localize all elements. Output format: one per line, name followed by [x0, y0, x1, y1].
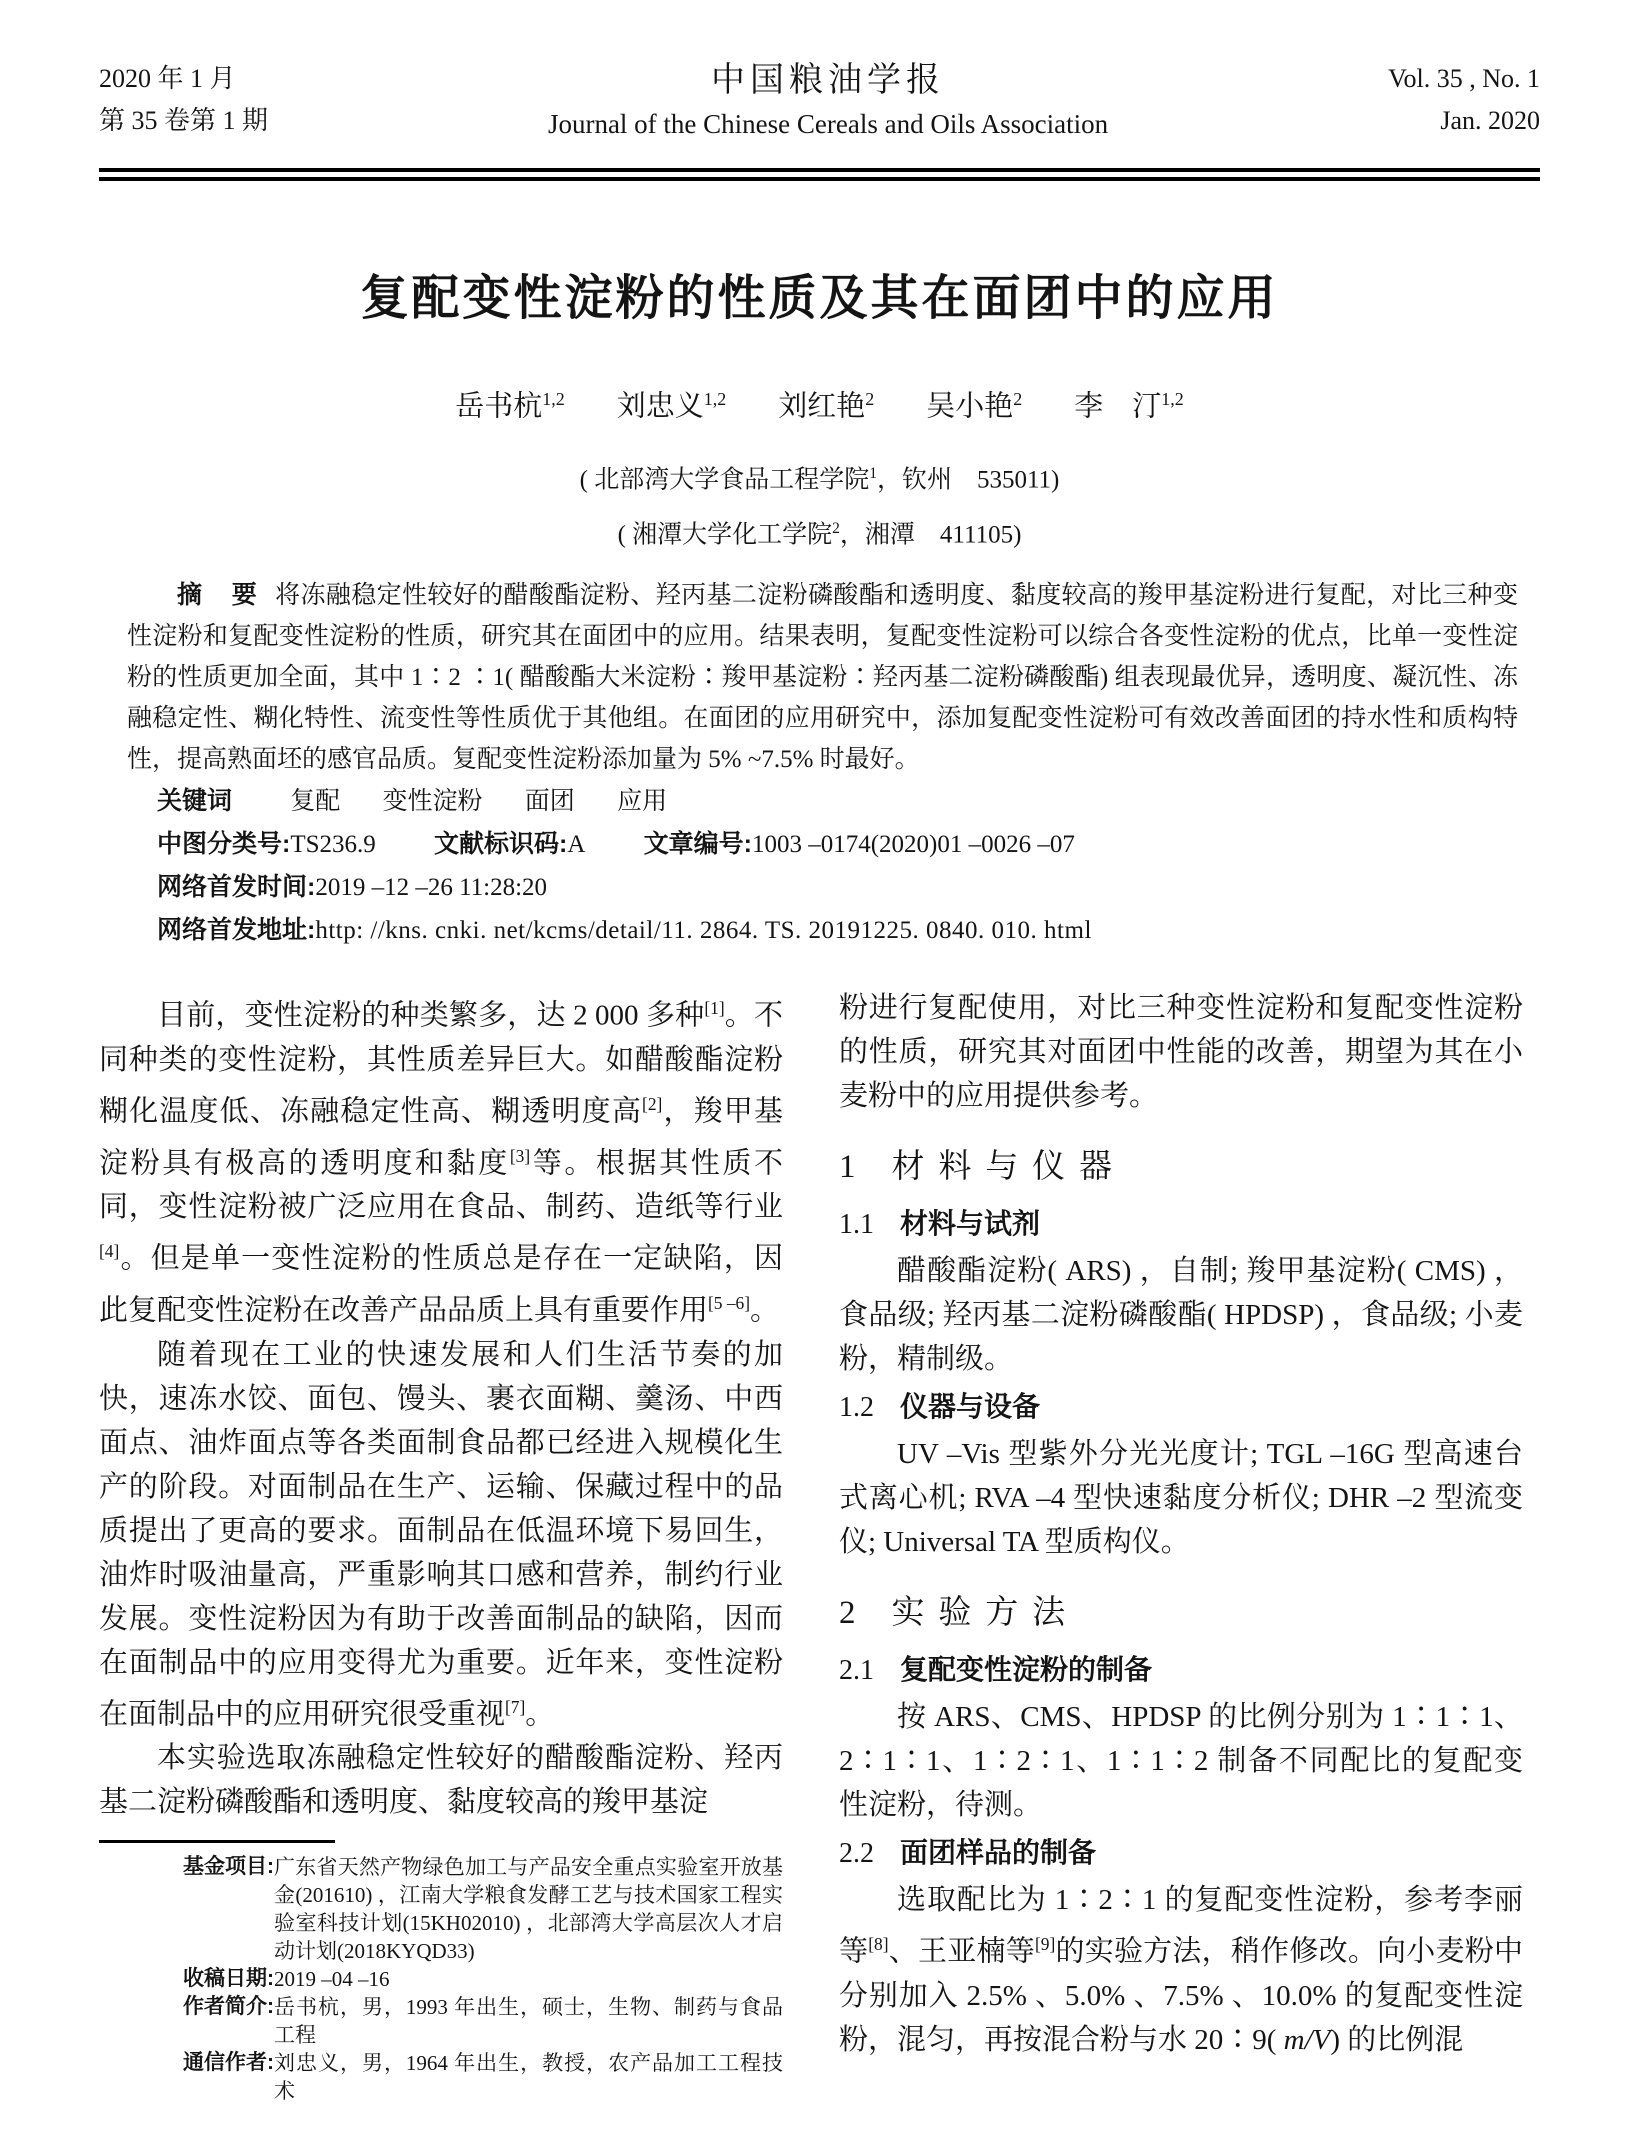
footnote-rule: [99, 1840, 335, 1843]
body-text: UV –Vis 型紫外分光光度计; TGL –16G 型高速台式离心机; RVA –4 型快速黏度分析仪; DHR –2 型流变仪; Universal TA 型质构仪。: [839, 1438, 1523, 1559]
meta-block: [99, 780, 1540, 952]
doc-code-label: 文献标识码:: [434, 830, 568, 859]
fund-row: [183, 1853, 783, 1965]
body-text: 醋酸酯淀粉( ARS) ，自制; 羧甲基淀粉( CMS) ，食品级; 羟丙基二淀粉磷酸酯( HPDSP) ，食品级; 小麦粉，精制级。: [839, 1255, 1523, 1376]
section-2-2-heading: [839, 1831, 1523, 1876]
citation-ref: [5 –6]: [708, 1292, 751, 1313]
abstract-text: 将冻融稳定性较好的醋酸酯淀粉、羟丙基二淀粉磷酸酯和透明度、黏度较高的羧甲基淀粉进行复配，对比三种变性淀粉和复配变性淀粉的性质，研究其在面团中的应用。结果表明，复配变性淀粉可以综合各变性淀粉的优点，比单一变性淀粉的性质更加全面，其中 1∶2 ∶1( 醋酸酯大米淀粉∶羧甲基淀粉∶羟丙基二淀粉磷酸酯) 组表现最优异，透明度、凝沉性、冻融稳定性、糊化特性、流变性等性质优于其他组。在面团的应用研究中，添加复配变性淀粉可有效改善面团的持水性和质构特性，提高熟面坯的感官品质。复配变性淀粉添加量为 5% ~7.5% 时最好。: [127, 582, 1518, 774]
rule-top: [99, 168, 1540, 172]
body-text: 的实验方法，稍作修改。向小麦粉中分别加入 2.5% 、5.0% 、7.5% 、10.0% 的复配变性淀粉，混匀，再按混合粉与水 20∶9(: [839, 1935, 1523, 2056]
body-text: 等。根据其性质不同，变性淀粉被广泛应用在食品、制药、造纸等行业: [99, 1147, 783, 1224]
body-text: 本实验选取冻融稳定性较好的醋酸酯淀粉、羟丙基二淀粉磷酸酯和透明度、黏度较高的羧甲基淀: [99, 1742, 783, 1819]
keyword: 应用: [617, 788, 668, 816]
citation-ref: [9]: [1034, 1934, 1056, 1955]
received-text: 2019 –04 –16: [274, 1967, 390, 1992]
section-number: 1.1: [839, 1209, 874, 1241]
section-number: 2: [839, 1595, 856, 1632]
author-name: 刘忠义: [616, 390, 704, 423]
rule-bottom: [99, 177, 1540, 181]
affil-text: ，湘潭 411105): [839, 521, 1022, 549]
corresponding-author-text: 刘忠义，男，1964 年出生，教授，农产品加工工程技术: [274, 2051, 783, 2104]
author-affil-sup: 1,2: [703, 389, 727, 409]
intro-paragraph-continued: [839, 986, 1523, 1118]
author-bio-text: 岳书杭，男，1993 年出生，硕士，生物、制药与食品工程: [274, 1995, 783, 2048]
affiliations: [99, 449, 1540, 560]
body-text: 。但是单一变性淀粉的性质总是存在一定缺陷，因此复配变性淀粉在改善产品品质上具有重要作用: [99, 1242, 783, 1327]
section-number: 2.2: [839, 1838, 874, 1870]
affiliation-1: [99, 449, 1540, 504]
right-column: [839, 986, 1523, 2105]
author: [926, 379, 1022, 427]
affil-text: ( 北部湾大学食品工程学院: [579, 465, 870, 493]
citation-ref: [4]: [99, 1241, 120, 1262]
left-column: [99, 986, 783, 2105]
online-url-row: [157, 909, 1540, 952]
online-url-value[interactable]: http: //kns. cnki. net/kcms/detail/11. 2864. TS. 20191225. 0840. 010. html: [315, 917, 1092, 945]
received-label: 收稿日期:: [183, 1967, 274, 1991]
journal-date-issue: [99, 58, 268, 142]
author-bio-row: [183, 1993, 783, 2049]
section-title: 面团样品的制备: [900, 1837, 1097, 1869]
body-text: ，羧甲基淀粉具有极高的透明度和黏度: [99, 1095, 783, 1180]
journal-name-cn: 中国粮油学报: [711, 62, 946, 99]
journal-header: [99, 58, 1540, 144]
journal-vol-en: Vol. 35 , No. 1: [1388, 64, 1540, 93]
classification-row: [157, 823, 1540, 866]
section-title: 材料与仪器: [891, 1149, 1126, 1186]
section-title: 实验方法: [891, 1595, 1079, 1632]
footnote-block: [99, 1853, 783, 2105]
online-time-row: [157, 866, 1540, 909]
section-title: 材料与试剂: [900, 1208, 1041, 1240]
body-text: 按 ARS、CMS、HPDSP 的比例分别为 1∶1∶1、2∶1∶1、1∶2∶1、1∶1∶2 制备不同配比的复配变性淀粉，待测。: [839, 1701, 1523, 1822]
keywords-label: 关键词: [157, 787, 233, 816]
section-2-heading: [839, 1590, 1523, 1636]
journal-vol-block: [1388, 58, 1540, 142]
citation-ref: [3]: [509, 1145, 531, 1166]
body-text: 随着现在工业的快速发展和人们生活节奏的加快，速冻水饺、面包、馒头、裹衣面糊、羹汤、中西面点、油炸面点等各类面制食品都已经进入规模化生产的阶段。对面制品在生产、运输、保藏过程中的品质提出了更高的要求。面制品在低温环境下易回生，油炸时吸油量高，严重影响其口感和营养，制约行业发展。变性淀粉因为有助于改善面制品的缺陷，因而在面制品中的应用变得尤为重要。近年来，变性淀粉在面制品中的应用研究很受重视: [99, 1338, 783, 1731]
header-double-rule: [99, 168, 1540, 181]
section-title: 复配变性淀粉的制备: [900, 1654, 1153, 1686]
body-text: 目前，变性淀粉的种类繁多，达 2 000 多种: [157, 999, 705, 1032]
online-url-label: 网络首发地址:: [157, 916, 316, 945]
body-text: 选取配比为 1∶2∶1 的复配变性淀粉，参考李丽等: [839, 1884, 1523, 1968]
citation-ref: [7]: [505, 1696, 526, 1717]
keyword: 复配: [290, 788, 341, 816]
doc-code-value: A: [567, 831, 586, 859]
section-number: 1: [839, 1149, 856, 1186]
dough-sample-paragraph: [839, 1878, 1523, 2062]
author-affil-sup: 2: [1013, 389, 1023, 409]
author-affil-sup: 1,2: [1161, 389, 1184, 409]
affil-sup: 1: [869, 464, 877, 482]
journal-date-en: Jan. 2020: [1440, 106, 1540, 135]
abstract: [99, 575, 1540, 780]
journal-issue-cn: 第 35 卷第 1 期: [99, 106, 269, 135]
corresponding-author-row: [183, 2049, 783, 2105]
section-title: 仪器与设备: [900, 1391, 1041, 1423]
keywords-row: [157, 780, 1540, 823]
author: [1074, 379, 1183, 427]
citation-ref: [8]: [868, 1934, 889, 1955]
article-no-value: 1003 –0174(2020)01 –0026 –07: [751, 831, 1075, 859]
body-text: 。: [750, 1294, 780, 1327]
clc-value: TS236.9: [290, 831, 376, 859]
section-number: 1.2: [839, 1392, 874, 1424]
citation-ref: [1]: [704, 998, 725, 1019]
keyword: 面团: [524, 788, 575, 816]
materials-paragraph: [839, 1249, 1523, 1381]
author: [617, 379, 726, 427]
author: [778, 379, 874, 427]
citation-ref: [2]: [642, 1093, 663, 1114]
section-2-1-heading: [839, 1648, 1523, 1693]
journal-name-en: Journal of the Chinese Cereals and Oils Association: [547, 109, 1109, 139]
instruments-paragraph: [839, 1432, 1523, 1564]
affil-text: ( 湘潭大学化工学院: [617, 521, 833, 549]
author-name: 李 汀: [1074, 390, 1162, 423]
author-name: 刘红艳: [778, 390, 866, 423]
online-time-value: 2019 –12 –26 11:28:20: [315, 874, 548, 902]
body-text: ) 的比例混: [1330, 2023, 1464, 2056]
clc-label: 中图分类号:: [157, 830, 291, 859]
author: [455, 379, 564, 427]
fund-text: 广东省天然产物绿色加工与产品安全重点实验室开放基金(201610) ，江南大学粮食发酵工艺与技术国家工程实验室科技计划(15KH02010) ，北部湾大学高层次人才启动计划(2018KYQD33): [274, 1855, 783, 1964]
body-text: 。不同种类的变性淀粉，其性质差异巨大。如醋酸酯淀粉糊化温度低、冻融稳定性高、糊透明度高: [99, 999, 783, 1128]
affil-sup: 2: [832, 519, 840, 537]
preparation-paragraph: [839, 1695, 1523, 1827]
intro-paragraph-3: [99, 1736, 783, 1824]
author-bio-label: 作者简介:: [183, 1995, 274, 2019]
intro-paragraph-1: [99, 986, 783, 1332]
author-affil-sup: 1,2: [542, 389, 565, 409]
section-1-1-heading: [839, 1202, 1523, 1247]
author-name: 吴小艳: [926, 390, 1014, 423]
fund-label: 基金项目:: [183, 1855, 274, 1879]
body-text: 、王亚楠等: [888, 1935, 1035, 1968]
section-1-heading: [839, 1144, 1523, 1190]
author-name: 岳书杭: [455, 390, 543, 423]
article-title: 复配变性淀粉的性质及其在面团中的应用: [360, 272, 1279, 325]
article-no-label: 文章编号:: [643, 830, 752, 859]
affil-text: ，钦州 535011): [876, 465, 1060, 493]
body-columns: [99, 986, 1540, 2105]
journal-date-cn: 2020 年 1 月: [99, 64, 236, 93]
author-affil-sup: 2: [865, 389, 875, 409]
affiliation-2: [99, 504, 1540, 559]
intro-paragraph-2: [99, 1333, 783, 1737]
body-text: 。: [525, 1698, 555, 1731]
keyword: 变性淀粉: [382, 788, 483, 816]
received-row: [183, 1965, 783, 1993]
body-text: 粉进行复配使用，对比三种变性淀粉和复配变性淀粉的性质，研究其对面团中性能的改善，期望为其在小麦粉中的应用提供参考。: [839, 992, 1523, 1113]
journal-name-block: [268, 58, 1388, 144]
online-time-label: 网络首发时间:: [157, 873, 316, 902]
abstract-label: 摘 要: [177, 581, 260, 610]
author-list: [99, 379, 1540, 427]
section-number: 2.1: [839, 1655, 874, 1687]
variable-mV: m/V: [1283, 2023, 1331, 2056]
corresponding-author-label: 通信作者:: [183, 2051, 274, 2075]
section-1-2-heading: [839, 1385, 1523, 1430]
